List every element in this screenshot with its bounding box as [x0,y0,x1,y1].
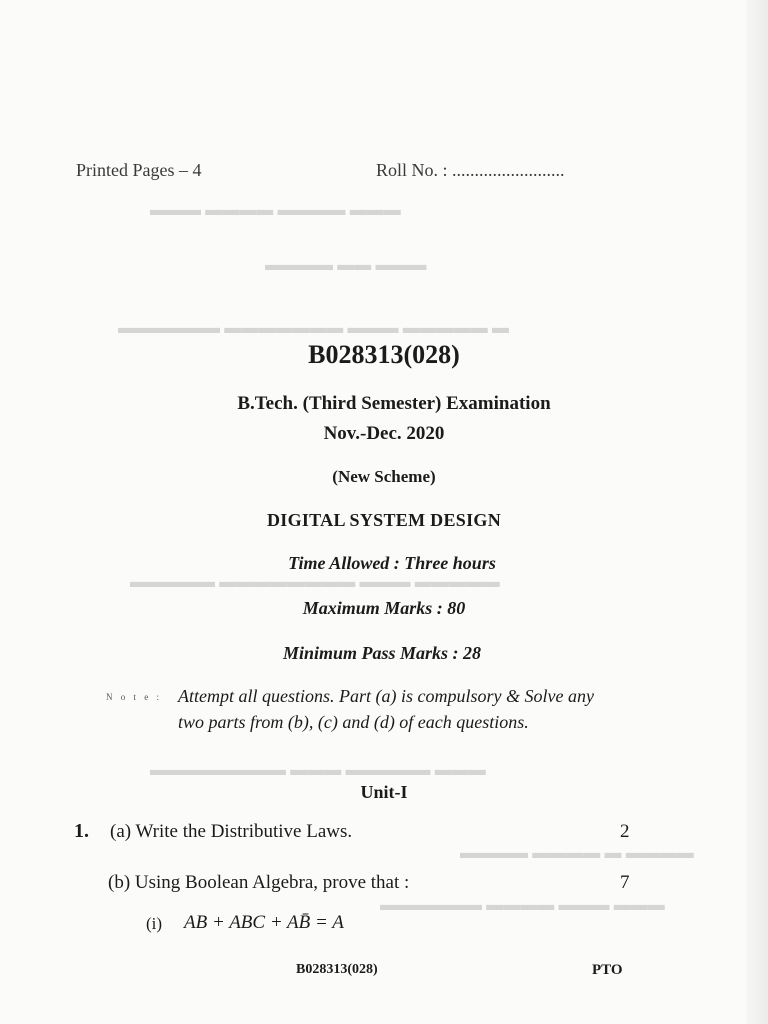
paper-code: B028313(028) [308,340,460,369]
question-1b: (b) Using Boolean Algebra, prove that : [108,872,410,893]
bleed-through-decoration: ▬▬▬ ▬▬▬▬▬ ▬▬▬ ▬▬▬▬▬▬▬▬ [150,760,486,779]
bleed-through-decoration: ▬▬▬ ▬▬▬ ▬▬▬▬ ▬▬▬▬▬▬ [380,895,665,914]
boolean-expression: AB + ABC + AB̄ = A [184,912,344,933]
bleed-through-decoration: ▬▬▬ ▬▬▬▬ ▬▬▬▬ ▬▬▬ [150,200,401,219]
subpart-label: (i) [146,914,163,933]
question-1a: (a) Write the Distributive Laws. [110,821,353,842]
exam-session: Nov.-Dec. 2020 [323,423,445,444]
exam-title: B.Tech. (Third Semester) Examination [237,393,551,414]
bleed-through-decoration: ▬▬▬▬▬ ▬▬▬ ▬▬▬▬▬▬▬▬ ▬▬▬▬▬ [130,572,500,591]
bleed-through-decoration: ▬▬▬▬ ▬ ▬▬▬▬ ▬▬▬▬ [460,843,694,862]
roll-number-field: Roll No. : ......................... [376,160,565,180]
minimum-pass-marks: Minimum Pass Marks : 28 [282,643,482,663]
question-1b-marks: 7 [620,872,630,893]
bleed-through-decoration: ▬▬▬ ▬▬ ▬▬▬▬ [265,255,427,274]
scheme: (New Scheme) [332,467,436,486]
instructions-note: Attempt all questions. Part (a) is compulsory & Solve any two parts from (b), (c) and (d) of each questions. [178,686,594,732]
footer-pto: PTO [592,962,623,978]
maximum-marks: Maximum Marks : 80 [302,598,466,618]
question-number: 1. [74,820,89,842]
unit-heading: Unit-I [360,782,408,802]
footer-paper-code: B028313(028) [296,962,378,977]
question-1a-marks: 2 [620,821,630,842]
subject-title: DIGITAL SYSTEM DESIGN [266,510,502,530]
bleed-through-decoration: ▬ ▬▬▬▬▬ ▬▬▬ ▬▬▬▬▬▬▬ ▬▬▬▬▬▬ [118,318,509,337]
note-label: N o t e : [106,692,162,702]
time-allowed: Time Allowed : Three hours [288,553,496,573]
printed-pages: Printed Pages – 4 [76,160,202,180]
